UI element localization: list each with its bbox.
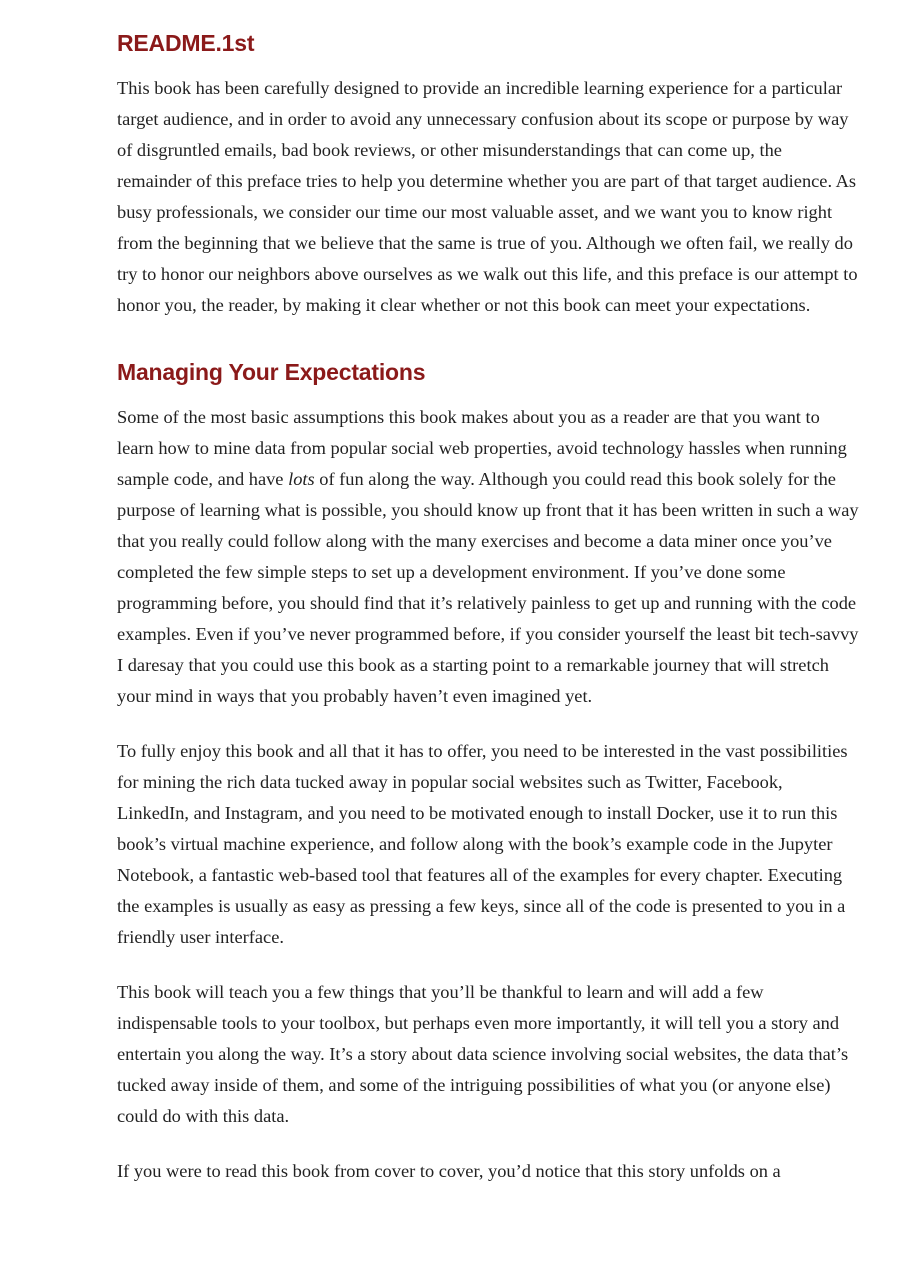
paragraph-readme: This book has been carefully designed to provide an incredible learning experience for a particular target audience, and in order to avoid any unnecessary confusion about its scope or purpose by way of disgruntled emails, bad book reviews, or other misunderstandings that can come up, the remainder of this preface tries to help you determine whether you are part of that target audience. As busy professionals, we consider our time our most valuable asset, and we want you to know right from the beginning that we believe that the same is true of you. Although we often fail, we really do try to honor our neighbors above ourselves as we walk out this life, and this preface is our attempt to honor you, the reader, by making it clear whether or not this book can meet your expectations. [117,78,858,315]
section-heading-readme: README.1st [117,30,255,56]
section-heading-managing-expectations: Managing Your Expectations [117,359,426,385]
paragraph-text-segment: Some of the most basic assumptions this book makes about you as a reader are that you want to learn how to mine data from popular social web properties, avoid technology hassles when running sample code, and have [117,407,847,489]
emphasis-text: lots [288,469,315,489]
paragraph-story: This book will teach you a few things that you’ll be thankful to learn and will add a few indispensable tools to your toolbox, but perhaps even more importantly, it will tell you a story and entertain you along the way. It’s a story about data science involving social websites, the data that’s tucked away inside of them, and some of the intriguing possibilities of what you (or anyone else) could do with this data. [117,982,849,1126]
paragraph-enjoy-book: To fully enjoy this book and all that it has to offer, you need to be interested in the vast possibilities for mining the rich data tucked away in popular social websites such as Twitter, Facebook, LinkedIn, and Instagram, and you need to be motivated enough to install Docker, use it to run this book’s virtual machine experience, and follow along with the book’s example code in the Jupyter Notebook, a fantastic web-based tool that features all of the examples for every chapter. Executing the examples is usually as easy as pressing a few keys, since all of the code is presented to you in a friendly user interface. [117,741,848,947]
paragraph-assumptions [117,402,859,712]
document-page [117,28,859,1187]
paragraph-text-segment: of fun along the way. Although you could read this book solely for the purpose of learning what is possible, you should know up front that it has been written in such a way that you really could follow along with the many exercises and become a data miner once you’ve completed the few simple steps to set up a development environment. If you’ve done some programming before, you should find that it’s relatively painless to get up and running with the code examples. Even if you’ve never programmed before, if you consider yourself the least bit tech-savvy I daresay that you could use this book as a starting point to a remarkable journey that will stretch your mind in ways that you probably haven’t even imagined yet. [117,469,859,706]
paragraph-cover-to-cover: If you were to read this book from cover to cover, you’d notice that this story unfolds on a [117,1161,781,1181]
